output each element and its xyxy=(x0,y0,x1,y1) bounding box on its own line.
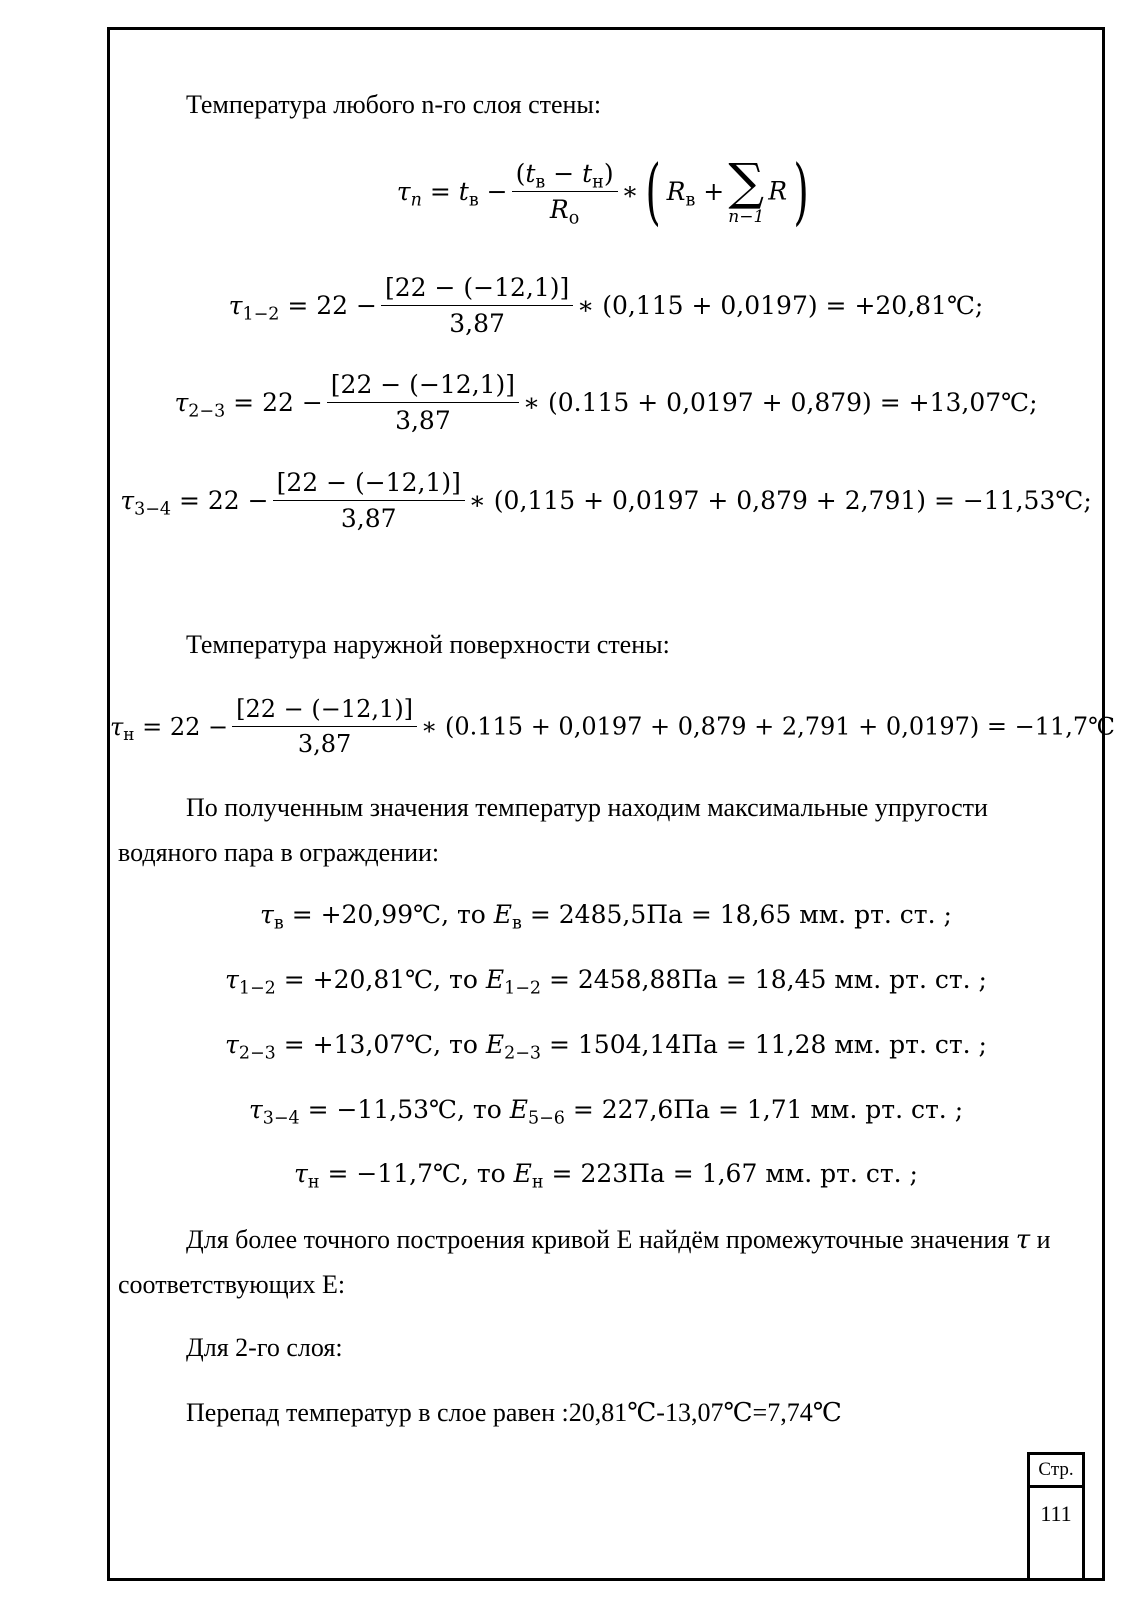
intermediate-text-line1: Для более точного построения кривой Е найдём промежуточные значения τ и xyxy=(186,1225,1051,1255)
intro-text: Температура любого n-го слоя стены: xyxy=(186,90,602,119)
intermediate-text-line2: соответствующих Е: xyxy=(118,1270,346,1299)
pressure-line-2: $\tau_{1-2}$ = +20,81℃, то $E_{1-2} = 2458,88Па = 18,45$ мм. рт. ст. ; xyxy=(225,965,987,999)
pressure-line-5: $\tau_н$ = −11,7℃, то $E_н = 223Па = 1,67$ мм. рт. ст. ; xyxy=(294,1159,918,1193)
t-symbol: t xyxy=(458,176,469,206)
layer-equation-1: $\tau_{1-2} = 22$ − $\frac{[22 - (-12,1)]}{3,87}$ ∗ (0,115 + 0,0197) = +20,81℃; xyxy=(228,273,984,338)
general-fraction: $\frac{(t_в - t_н)}{R_о}$ xyxy=(512,159,618,224)
page-stamp-label: Стр. xyxy=(1027,1452,1085,1488)
outer-surface-text: Температура наружной поверхности стены: xyxy=(186,630,670,659)
general-formula: $\tau_n = t_в$ − $\frac{(t_в - t_н)}{R_о}$ ∗( $R_в$ + ∑ n−1 R) xyxy=(396,149,809,233)
tau-subscript: n xyxy=(410,189,422,210)
layer-2-heading: Для 2-го слоя: xyxy=(186,1333,343,1362)
pressure-line-3: $\tau_{2-3}$ = +13,07℃, то $E_{2-3} = 1504,14Па = 11,28$ мм. рт. ст. ; xyxy=(225,1030,987,1064)
left-paren: ( xyxy=(644,149,661,233)
t-subscript: в xyxy=(468,189,479,210)
outer-equation: $\tau_н = 22$ − $\frac{[22 - (-12,1)]}{3,87}$ ∗ (0.115 + 0,0197 + 0,879 + 2,791 + 0,0197) = −11,7℃ xyxy=(110,695,1116,758)
pressure-intro-line2: водяного пара в ограждении: xyxy=(118,838,440,867)
page-number: 111 xyxy=(1027,1485,1085,1581)
pressure-line-1: $\tau_в$ = +20,99℃, то $E_в = 2485,5Па = 18,65$ мм. рт. ст. ; xyxy=(260,900,952,934)
pressure-intro-line1: По полученным значения температур находим максимальные упругости xyxy=(186,793,988,822)
tau-symbol: τ xyxy=(396,176,411,206)
sum-operator: ∑ n−1 xyxy=(728,152,765,227)
pressure-line-4: $\tau_{3-4}$ = −11,53℃, то $E_{5-6} = 227,6Па = 1,71$ мм. рт. ст. ; xyxy=(248,1095,964,1129)
layer-equation-3: $\tau_{3-4} = 22$ − $\frac{[22 - (-12,1)]}{3,87}$ ∗ (0,115 + 0,0197 + 0,879 + 2,791) = −11,53℃; xyxy=(120,468,1092,533)
right-paren: ) xyxy=(793,149,809,233)
temperature-drop-text: Перепад температур в слое равен :20,81℃-13,07℃=7,74℃ xyxy=(186,1398,842,1427)
layer-equation-2: $\tau_{2-3} = 22$ − $\frac{[22 - (-12,1)]}{3,87}$ ∗ (0.115 + 0,0197 + 0,879) = +13,07℃; xyxy=(174,370,1038,435)
